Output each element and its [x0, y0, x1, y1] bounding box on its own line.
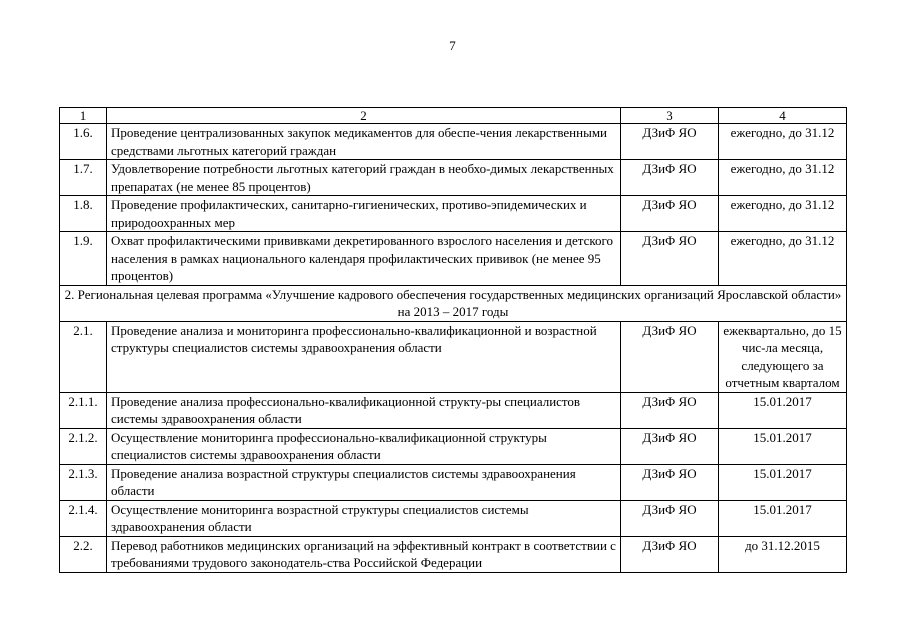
row-activity: Осуществление мониторинга возрастной структуры специалистов системы здравоохранения области [107, 500, 621, 536]
row-deadline: ежегодно, до 31.12 [719, 196, 847, 232]
row-number: 2.1.3. [60, 464, 107, 500]
row-executor: ДЗиФ ЯО [621, 500, 719, 536]
section-heading-row [60, 285, 847, 321]
row-deadline: 15.01.2017 [719, 500, 847, 536]
table-row [60, 500, 847, 536]
row-executor: ДЗиФ ЯО [621, 428, 719, 464]
row-number: 2.1.1. [60, 392, 107, 428]
row-activity: Проведение профилактических, санитарно-гигиенических, противо-эпидемических и природоохранных мер [107, 196, 621, 232]
header-cell-1: 1 [60, 108, 107, 124]
row-deadline: ежегодно, до 31.12 [719, 232, 847, 286]
row-number: 2.2. [60, 536, 107, 572]
action-plan-table [59, 107, 847, 573]
row-deadline: до 31.12.2015 [719, 536, 847, 572]
row-activity: Перевод работников медицинских организаций на эффективный контракт в соответствии с требованиями трудового законодатель-ства Российской Федерации [107, 536, 621, 572]
row-executor: ДЗиФ ЯО [621, 536, 719, 572]
row-number: 1.8. [60, 196, 107, 232]
row-activity: Проведение анализа профессионально-квалификационной структу-ры специалистов системы здравоохранения области [107, 392, 621, 428]
header-cell-3: 3 [621, 108, 719, 124]
table-body [60, 108, 847, 573]
row-deadline: ежегодно, до 31.12 [719, 124, 847, 160]
table-row [60, 160, 847, 196]
row-deadline: ежеквартально, до 15 чис-ла месяца, следующего за отчетным кварталом [719, 321, 847, 392]
section-heading: 2. Региональная целевая программа «Улучшение кадрового обеспечения государственных медицинских организаций Ярославской области» на 2013 – 2017 годы [60, 285, 847, 321]
row-number: 1.6. [60, 124, 107, 160]
row-deadline: 15.01.2017 [719, 428, 847, 464]
table-row [60, 124, 847, 160]
row-activity: Охват профилактическими прививками декретированного взрослого населения и детского населения в рамках национального календаря профилактических прививок (не менее 95 процентов) [107, 232, 621, 286]
row-executor: ДЗиФ ЯО [621, 392, 719, 428]
row-activity: Удовлетворение потребности льготных категорий граждан в необхо-димых лекарственных препаратах (не менее 85 процентов) [107, 160, 621, 196]
row-executor: ДЗиФ ЯО [621, 160, 719, 196]
page-number: 7 [449, 38, 456, 53]
row-number: 2.1. [60, 321, 107, 392]
row-deadline: 15.01.2017 [719, 392, 847, 428]
row-number: 2.1.2. [60, 428, 107, 464]
table-header-row [60, 108, 847, 124]
row-deadline: 15.01.2017 [719, 464, 847, 500]
row-activity: Проведение анализа и мониторинга профессионально-квалификационной и возрастной структуры специалистов системы здравоохранения области [107, 321, 621, 392]
table-row [60, 392, 847, 428]
header-cell-4: 4 [719, 108, 847, 124]
table-row [60, 196, 847, 232]
row-number: 1.9. [60, 232, 107, 286]
row-deadline: ежегодно, до 31.12 [719, 160, 847, 196]
row-number: 2.1.4. [60, 500, 107, 536]
table-row [60, 464, 847, 500]
table-row [60, 232, 847, 286]
row-executor: ДЗиФ ЯО [621, 321, 719, 392]
row-executor: ДЗиФ ЯО [621, 124, 719, 160]
row-executor: ДЗиФ ЯО [621, 232, 719, 286]
header-cell-2: 2 [107, 108, 621, 124]
row-activity: Проведение анализа возрастной структуры специалистов системы здравоохранения области [107, 464, 621, 500]
table-row [60, 428, 847, 464]
row-executor: ДЗиФ ЯО [621, 464, 719, 500]
row-executor: ДЗиФ ЯО [621, 196, 719, 232]
table-row [60, 536, 847, 572]
row-activity: Проведение централизованных закупок медикаментов для обеспе-чения лекарственными средствами льготных категорий граждан [107, 124, 621, 160]
row-activity: Осуществление мониторинга профессионально-квалификационной структуры специалистов системы здравоохранения области [107, 428, 621, 464]
row-number: 1.7. [60, 160, 107, 196]
table-row [60, 321, 847, 392]
